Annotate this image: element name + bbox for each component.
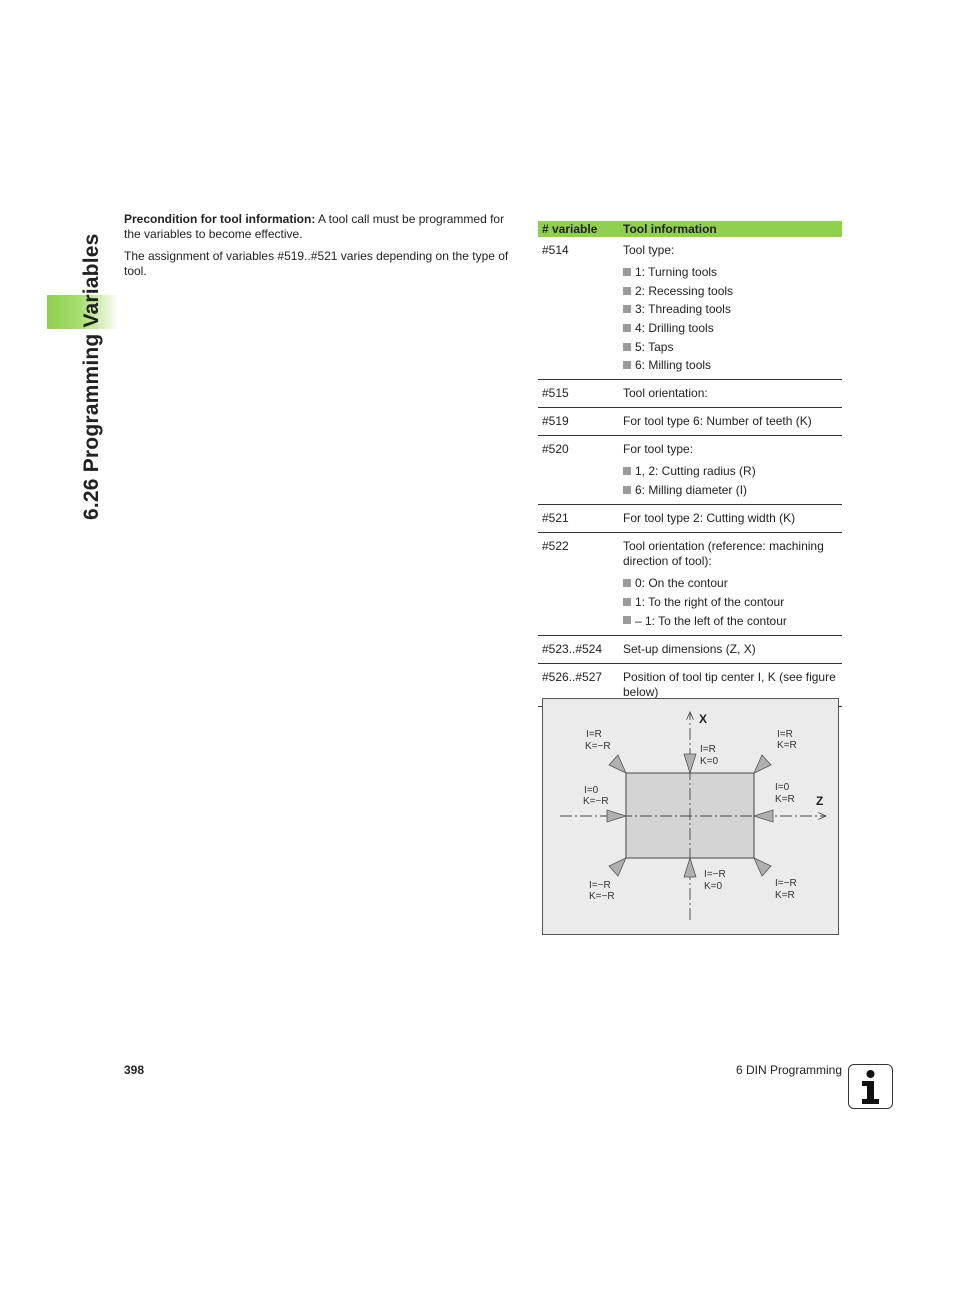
label-top-center-k: K=0 xyxy=(700,756,719,767)
table-row xyxy=(538,635,842,663)
info-description: Tool type: xyxy=(623,243,675,257)
info-description: Position of tool tip center I, K (see figure below) xyxy=(623,669,836,699)
variable-cell: #520 xyxy=(538,436,619,505)
page-number: 398 xyxy=(124,1063,145,1077)
variables-table xyxy=(538,221,842,707)
list-item-text: 1: To the right of the contour xyxy=(635,594,785,609)
list-item-text: 6: Milling diameter (I) xyxy=(635,483,748,498)
list-item-text: 3: Threading tools xyxy=(635,302,731,317)
info-cell xyxy=(619,408,842,436)
list-item-text: 6: Milling tools xyxy=(635,358,712,373)
intro-paragraph-2: The assignment of variables #519..#521 varies depending on the type of tool. xyxy=(124,249,509,278)
list-item xyxy=(623,576,838,591)
info-description: For tool type 6: Number of teeth (K) xyxy=(623,414,812,429)
info-cell xyxy=(619,505,842,533)
variable-cell: #514 xyxy=(538,237,619,380)
info-cell xyxy=(619,436,842,505)
info-description: Tool orientation: xyxy=(623,386,708,401)
square-bullet-icon xyxy=(623,343,631,351)
list-item xyxy=(623,265,838,280)
info-description: For tool type 2: Cutting width (K) xyxy=(623,511,796,526)
square-bullet-icon xyxy=(623,579,631,587)
list-item-text: 2: Recessing tools xyxy=(635,283,734,298)
info-cell xyxy=(619,237,842,380)
label-top-center-i: I=R xyxy=(700,744,716,755)
square-bullet-icon xyxy=(623,467,631,475)
intro-p1-rest: A tool call must be programmed for the variables to become effective. xyxy=(124,212,505,241)
list-item xyxy=(623,321,838,336)
list-item xyxy=(623,614,838,629)
info-option-list xyxy=(623,576,838,628)
label-mid-left-i: I=0 xyxy=(584,785,599,796)
header-variable: # variable xyxy=(538,221,619,237)
section-title: 6.26 Programming Variables xyxy=(80,233,103,520)
list-item xyxy=(623,284,838,299)
label-mid-left-k: K=−R xyxy=(583,796,609,807)
label-top-left-k: K=−R xyxy=(585,741,611,752)
intro-text xyxy=(124,212,520,286)
info-description: Set-up dimensions (Z, X) xyxy=(623,641,756,656)
variable-cell: #519 xyxy=(538,408,619,436)
list-item-text: 0: On the contour xyxy=(635,576,728,591)
info-option-list xyxy=(623,464,838,498)
square-bullet-icon xyxy=(623,486,631,494)
label-mid-right-i: I=0 xyxy=(775,782,790,793)
label-bottom-right-k: K=R xyxy=(775,890,795,901)
list-item xyxy=(623,302,838,317)
square-bullet-icon xyxy=(623,598,631,606)
table-row xyxy=(538,408,842,436)
tool-orientation-figure xyxy=(542,698,839,935)
info-cell xyxy=(619,380,842,408)
variable-cell: #523..#524 xyxy=(538,635,619,663)
info-glyph xyxy=(849,1065,892,1108)
square-bullet-icon xyxy=(623,287,631,295)
label-top-left-i: I=R xyxy=(586,729,602,740)
intro-bold-lead: Precondition for tool information: xyxy=(124,212,316,226)
label-mid-right-k: K=R xyxy=(775,794,795,805)
info-description: Tool orientation (reference: machining direction of tool): xyxy=(623,539,824,569)
list-item-text: 1, 2: Cutting radius (R) xyxy=(635,464,756,479)
list-item-text: 5: Taps xyxy=(635,339,674,354)
table-row xyxy=(538,237,842,380)
chapter-title: 6 DIN Programming xyxy=(735,1063,842,1077)
square-bullet-icon xyxy=(623,305,631,313)
x-axis-label: X xyxy=(699,712,708,726)
list-item xyxy=(623,340,838,355)
header-tool-information: Tool information xyxy=(619,221,842,237)
table-row xyxy=(538,505,842,533)
list-item-text: 4: Drilling tools xyxy=(635,321,714,336)
table-row xyxy=(538,533,842,635)
table-header-row xyxy=(538,221,842,237)
info-option-list xyxy=(623,265,838,373)
intro-paragraph-1 xyxy=(124,212,520,241)
table-row xyxy=(538,436,842,505)
variable-cell: #522 xyxy=(538,533,619,635)
label-top-right-k: K=R xyxy=(777,740,797,751)
label-bottom-center-i: I=−R xyxy=(704,869,726,880)
list-item-text: – 1: To the left of the contour xyxy=(635,613,787,628)
info-icon xyxy=(848,1064,893,1109)
label-bottom-right-i: I=−R xyxy=(775,878,797,889)
list-item xyxy=(623,595,838,610)
list-item xyxy=(623,358,838,373)
square-bullet-icon xyxy=(623,361,631,369)
square-bullet-icon xyxy=(623,616,631,624)
variable-cell: #521 xyxy=(538,505,619,533)
variable-cell: #515 xyxy=(538,380,619,408)
square-bullet-icon xyxy=(623,268,631,276)
square-bullet-icon xyxy=(623,324,631,332)
variable-cell: #526..#527 xyxy=(538,663,619,706)
info-cell xyxy=(619,533,842,635)
label-bottom-center-k: K=0 xyxy=(704,881,723,892)
list-item xyxy=(623,464,838,479)
info-description: For tool type: xyxy=(623,442,694,457)
list-item xyxy=(623,483,838,498)
label-bottom-left-k: K=−R xyxy=(589,891,615,902)
z-axis-label: Z xyxy=(816,794,824,808)
label-bottom-left-i: I=−R xyxy=(589,880,611,891)
list-item-text: 1: Turning tools xyxy=(635,265,718,279)
label-top-right-i: I=R xyxy=(777,729,793,740)
info-cell xyxy=(619,635,842,663)
table-row xyxy=(538,380,842,408)
